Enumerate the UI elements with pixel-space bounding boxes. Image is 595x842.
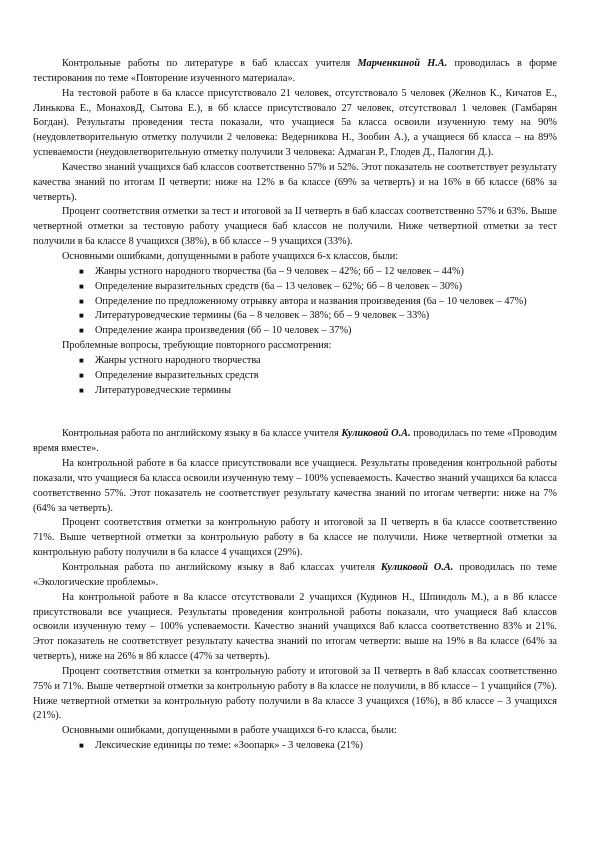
bullet-icon: ■ bbox=[79, 355, 84, 365]
intro-text-end: проводилась по теме «Экологические проблемы». bbox=[33, 562, 557, 588]
bullet-icon: ■ bbox=[79, 266, 84, 276]
section1-intro bbox=[33, 57, 557, 87]
list-item: ■ Определение по предложенному отрывку автора и названия произведения (6а – 10 человек – 47%) bbox=[33, 295, 557, 310]
section2-paragraph-results: На контрольной работе в 6а классе присутствовали все учащиеся. Результаты проведения контрольной работы показали, что учащиеся 6а класса освоили изученную тему – 100% успеваемость. Качество знаний учащихся 6а класса соответственно 57%. Этот показатель не соответствует результату качества знаний по итогам четверти: ниже на 7% (64% за четверть). bbox=[33, 458, 557, 514]
teacher-name: Марченкиной Н.А. bbox=[357, 58, 448, 69]
section2-paragraph-8ab-correspondence: Процент соответствия отметки за контрольную работу и итоговой за II четверть в 8аб классах соответственно 75% и 71%. Выше четвертной отметки за контрольную работу в 8а классе не получили, в 8б классе – 1 учащийся (7%). Ниже четвертной отметки за контрольную работу получили в 8а классе 3 учащихся (16%), в 8б классе – 3 учащихся (21%). bbox=[33, 665, 557, 722]
list-item: ■ Определение выразительных средств (6а – 13 человек – 62%; 6б – 8 человек – 30%) bbox=[33, 280, 557, 295]
list-item: ■ Литературоведческие термины (6а – 8 человек – 38%; 6б – 9 человек – 33%) bbox=[33, 309, 557, 324]
intro-text: Контрольная работа по английскому языку в 8аб классах учителя bbox=[62, 562, 381, 573]
intro-text-end: проводилась в форме тестирования по теме «Повторение изученного материала». bbox=[33, 58, 557, 84]
section-spacer bbox=[33, 398, 557, 427]
bullet-icon: ■ bbox=[79, 311, 84, 321]
section2-paragraph-8ab-results: На контрольной работе в 8а классе отсутствовали 2 учащихся (Кудинов Н., Шпиндоль М.), а в 8б классе присутствовали все учащиеся. Результаты проведения контрольной работы показали, что учащиеся 8аб классов освоили изученную тему – 100% успеваемости. Качество знаний учащихся 8аб класса соответственно 83% и 21%. Этот показатель не соответствует результату качества знаний по итогам четверти: выше на 19% в 8а классе (64% за четверть), ниже на 26% в 8б классе (47% за четверть). bbox=[33, 591, 557, 663]
section2-intro bbox=[33, 427, 557, 457]
intro-text: Контрольная работа по английскому языку в 6а классе учителя bbox=[62, 428, 342, 440]
list-item: ■ Определение жанра произведения (6б – 10 человек – 37%) bbox=[33, 324, 557, 339]
section2-errors-list bbox=[33, 739, 557, 754]
bullet-icon: ■ bbox=[79, 385, 84, 395]
list-item: ■ Литературоведческие термины bbox=[33, 384, 557, 399]
section1-problems-heading: Проблемные вопросы, требующие повторного рассмотрения: bbox=[62, 340, 332, 352]
section1-errors-list bbox=[33, 265, 557, 339]
section1-paragraph-attendance: На тестовой работе в 6а классе присутствовало 21 человек, отсутствовало 5 человек (Желнов К., Кичатов Е., Линькова Е., МонаховД, Сытова Е.), в 6б классе присутствовало 27 человек, отсутствовал 1 человек (Гамбарян Богдан). Результаты проведения теста показали, что учащиеся 5а класса освоили изученную тему на 90% (неудовлетворительную отметку получили 2 человека: Ведерникова Н., Зообин А.), а учащиеся 6б класса – на 89% успеваемости (неудовлетворительную отметку получили 3 человека: Адмаган Р., Глодев Д., Палогин Д.). bbox=[33, 87, 557, 159]
intro-text: Контрольные работы по литературе в 6аб классах учителя bbox=[62, 58, 358, 69]
bullet-icon: ■ bbox=[79, 281, 84, 291]
section1-paragraph-correspondence: Процент соответствия отметки за тест и итоговой за II четверть в 6аб классах соответственно 57% и 63%. Выше четвертной отметки за тестовую работу учащиеся 6аб классов не получили. Ниже четвертной отметки за тест получили в 6а классе 8 учащихся (38%), в 6б классе – 9 учащихся (33%). bbox=[33, 206, 557, 248]
list-item: ■ Жанры устного народного творчества bbox=[33, 354, 557, 369]
bullet-icon: ■ bbox=[79, 370, 84, 380]
list-item: ■ Лексические единицы по теме: «Зоопарк» - 3 человека (21%) bbox=[33, 739, 557, 754]
list-item: ■ Жанры устного народного творчества (6а – 9 человек – 42%; 6б – 12 человек – 44%) bbox=[33, 265, 557, 280]
bullet-icon: ■ bbox=[79, 326, 84, 336]
teacher-name: Куликовой О.А. bbox=[380, 562, 454, 573]
intro-text-end: проводилась по теме «Проводим время вместе». bbox=[33, 428, 557, 455]
bullet-icon: ■ bbox=[79, 741, 84, 751]
section2-intro-8ab bbox=[33, 561, 557, 591]
section1-problems-list bbox=[33, 354, 557, 399]
bullet-icon: ■ bbox=[79, 296, 84, 306]
section2-errors-heading: Основными ошибками, допущенными в работе учащихся 6-го класса, были: bbox=[62, 725, 397, 737]
teacher-name: Куликовой О.А. bbox=[341, 428, 411, 440]
section2-paragraph-correspondence: Процент соответствия отметки за контрольную работу и итоговой за II четверть в 6а классе соответственно 71%. Выше четвертной отметки за контрольную работу в 6а классе не получили. Ниже четвертной отметки за контрольную работу получили в 6а классе 4 учащихся (29%). bbox=[33, 517, 557, 559]
list-item: ■ Определение выразительных средств bbox=[33, 369, 557, 384]
section1-errors-heading: Основными ошибками, допущенными в работе учащихся 6-х классов, были: bbox=[62, 250, 399, 262]
section1-paragraph-quality: Качество знаний учащихся 6аб классов соответственно 57% и 52%. Этот показатель не соответствует результату качества знаний по итогам II четверти: ниже на 12% в 6а классе (69% за четверть) и на 16% в 6б классе (68% за четверть). bbox=[33, 161, 557, 203]
